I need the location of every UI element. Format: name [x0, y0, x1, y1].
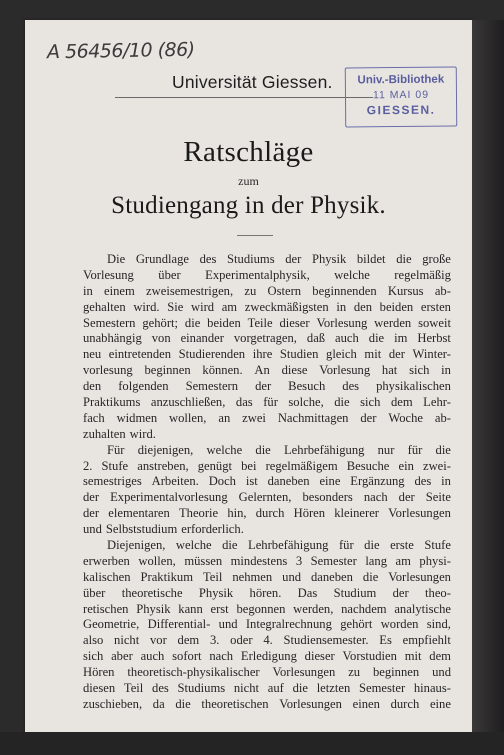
word: die — [184, 315, 201, 330]
word: nach — [209, 649, 234, 664]
word: aber — [111, 649, 133, 664]
word: Lehr- — [423, 395, 451, 410]
word: Praktikum — [140, 569, 193, 584]
word: mit — [404, 649, 422, 664]
word: des — [414, 474, 432, 489]
text-line — [83, 347, 451, 363]
word: eine — [429, 696, 451, 711]
word: der — [398, 490, 415, 505]
word: Physik — [198, 585, 234, 600]
word: kalischen — [83, 569, 131, 584]
word: erforderlich. — [181, 522, 244, 537]
text-line — [83, 411, 451, 427]
word: beginnenden — [312, 283, 377, 298]
word: Kursus — [387, 283, 424, 298]
word: letzten — [316, 681, 351, 696]
word: Experimentalphysik, — [205, 267, 310, 282]
text-line — [83, 300, 451, 316]
word: welche — [175, 538, 212, 553]
word: einem — [104, 283, 135, 298]
word: Semester — [358, 681, 406, 696]
word: die — [255, 442, 271, 457]
word: mindestens — [230, 553, 288, 568]
word: in — [336, 299, 347, 314]
word: Vorlesungen — [279, 696, 342, 711]
word: das — [235, 395, 253, 410]
word: können. — [202, 363, 243, 378]
word: Besuch — [288, 379, 326, 394]
stamp-date: 11 MAI 09 — [372, 88, 430, 102]
word: nur — [377, 442, 395, 457]
word: und — [432, 665, 451, 680]
word: Stufe — [424, 538, 451, 553]
word: Es — [379, 633, 392, 648]
text-line — [83, 395, 451, 411]
word: Sie — [167, 299, 184, 314]
word: zwei — [242, 410, 266, 425]
word: der — [255, 379, 272, 394]
word: an — [218, 410, 231, 425]
word: Teil — [123, 681, 144, 696]
text-line — [83, 665, 451, 681]
word: von — [151, 331, 171, 346]
word: kleinerer — [334, 506, 379, 521]
word: daß — [306, 331, 326, 346]
text-line — [83, 252, 451, 268]
word: Studiums — [177, 681, 226, 696]
word: die — [435, 442, 451, 457]
word: Geometrie, — [83, 617, 140, 632]
word: mit — [364, 347, 382, 362]
word: vorlesung — [83, 363, 133, 378]
word: Studiensemester. — [283, 633, 369, 648]
word: dem — [429, 649, 451, 664]
word: Praktikums — [83, 395, 141, 410]
header-rule — [115, 97, 373, 98]
word: zuhalten — [83, 426, 126, 441]
text-line — [83, 427, 451, 443]
word: eine — [319, 474, 341, 489]
word: die — [175, 696, 191, 711]
text-line — [83, 459, 451, 475]
word: theoretische — [121, 585, 183, 600]
word: und — [218, 617, 238, 632]
word: Ostern — [267, 283, 302, 298]
word: Doch — [208, 474, 236, 489]
word: worden — [380, 617, 419, 632]
word: Ergänzung — [350, 474, 405, 489]
word: über — [158, 267, 181, 282]
word: wird — [190, 299, 215, 314]
word: den — [353, 299, 372, 314]
word: wollen, — [138, 553, 176, 568]
text-line — [83, 379, 451, 395]
word: ersten — [420, 299, 451, 314]
word: Studien — [279, 347, 319, 362]
university-header: Universität Giessen. — [172, 72, 333, 92]
word: der — [83, 490, 100, 505]
text-line — [83, 506, 451, 522]
title-divider — [237, 235, 273, 236]
word: Teil — [202, 569, 223, 584]
text-line — [83, 617, 451, 633]
word: wollen, — [169, 410, 207, 425]
word: Für — [107, 442, 125, 457]
word: und — [83, 522, 102, 537]
document-subtitle: Studiengang in der Physik. — [111, 192, 386, 219]
word: in — [441, 474, 451, 489]
word: Studierenden — [178, 347, 246, 362]
word: die — [396, 252, 412, 266]
word: nicht — [114, 633, 140, 648]
word: Besuche — [346, 458, 390, 473]
word: lang — [365, 553, 387, 568]
word: also — [83, 633, 104, 648]
word: eintretenden — [108, 347, 172, 362]
word: die — [368, 331, 385, 346]
word: zu — [348, 665, 361, 680]
word: Vorlesungen — [388, 569, 451, 584]
word: welche — [334, 267, 370, 282]
text-line — [83, 474, 451, 490]
word: 3 — [295, 553, 303, 568]
word: hören. — [249, 585, 282, 600]
word: sich — [360, 395, 381, 410]
word: müssen — [184, 553, 223, 568]
word: An — [254, 363, 270, 378]
word: physikalischen — [376, 379, 451, 394]
word: die — [292, 681, 308, 696]
word: anzuschließen, — [150, 395, 226, 410]
word: Herbst — [417, 331, 451, 346]
word: Physik — [136, 601, 171, 616]
word: der — [388, 347, 405, 362]
handwritten-shelfmark: A 56456/10 (86) — [46, 38, 195, 64]
word: neu — [83, 347, 102, 362]
word: Vorlesung — [83, 267, 134, 282]
word: oder — [230, 633, 253, 648]
word: ab- — [434, 283, 451, 298]
text-line — [83, 522, 451, 538]
word: werden, — [293, 601, 334, 616]
word: Semestern — [185, 379, 239, 394]
word: ist — [245, 474, 258, 489]
word: beginnen — [144, 363, 191, 378]
word: die — [362, 569, 379, 584]
word: des — [152, 681, 169, 696]
word: sich — [409, 363, 430, 378]
word: physi- — [419, 553, 451, 568]
word: bei — [241, 458, 257, 473]
word: große — [422, 252, 451, 266]
word: vorgetragen, — [233, 331, 297, 346]
word: auch — [335, 331, 359, 346]
word: Seite — [425, 490, 451, 505]
word: den — [83, 379, 102, 394]
word: genügt — [197, 458, 233, 473]
word: dieser — [279, 315, 310, 330]
word: Winter- — [412, 347, 451, 362]
word: beiden — [379, 299, 414, 314]
word: des — [199, 252, 217, 266]
word: hinaus- — [413, 681, 451, 696]
word: semestriges — [83, 474, 142, 489]
stamp-line-3: GIESSEN. — [366, 102, 436, 118]
word: für — [407, 442, 423, 457]
word: Gelernten, — [238, 490, 292, 505]
word: Woche — [388, 410, 423, 425]
word: welche — [206, 442, 243, 457]
word: sofort — [172, 649, 202, 664]
word: dieser — [304, 649, 335, 664]
text-line — [83, 633, 451, 649]
word: zwei- — [422, 458, 451, 473]
word: am — [221, 299, 238, 314]
word: sind, — [426, 617, 451, 632]
text-line — [83, 554, 451, 570]
word: durch — [255, 506, 285, 521]
word: theoretischen — [201, 696, 269, 711]
word: unabhängig — [83, 331, 142, 346]
word: analytische — [394, 601, 451, 616]
text-line — [83, 649, 451, 665]
word: zweisemestrigen, — [146, 283, 234, 298]
word: diese — [281, 363, 308, 378]
word: kann — [178, 601, 203, 616]
word: Vorlesung — [316, 315, 368, 330]
text-line — [83, 331, 451, 347]
word: Integralrechnung — [245, 617, 332, 632]
word: erst — [210, 601, 229, 616]
word: Differential- — [147, 617, 211, 632]
word: da — [152, 696, 165, 711]
word: im — [394, 331, 408, 346]
word: anstreben, — [137, 458, 189, 473]
word: nicht — [233, 681, 260, 696]
word: regelmäßig — [394, 267, 451, 282]
word: fach — [83, 410, 105, 425]
scan-edge-bottom — [0, 732, 504, 755]
word: dem — [390, 395, 413, 410]
text-line — [83, 538, 451, 554]
word: besonders — [302, 490, 353, 505]
word: der — [360, 410, 377, 425]
word: empfiehlt — [402, 633, 451, 648]
word: in — [83, 283, 93, 298]
word: daneben — [310, 569, 353, 584]
word: Nachmittagen — [277, 410, 349, 425]
word: diesen — [83, 681, 116, 696]
word: regelmäßigem — [265, 458, 338, 473]
word: nehmen — [232, 569, 273, 584]
word: zu — [244, 283, 257, 298]
text-line — [83, 316, 451, 332]
word: der — [83, 506, 100, 521]
word: und — [282, 569, 302, 584]
word: der — [285, 252, 302, 266]
word: Lehrbefähigung — [248, 538, 329, 553]
word: begonnen — [236, 601, 286, 616]
body-text — [83, 252, 451, 713]
word: in — [441, 363, 451, 378]
word: wird. — [129, 426, 156, 441]
word: der — [392, 585, 409, 600]
word: zuschieben, — [83, 696, 143, 711]
text-line — [83, 681, 451, 697]
word: gehört — [340, 617, 373, 632]
text-line — [83, 570, 451, 586]
text-line — [83, 602, 451, 618]
word: einen — [352, 696, 380, 711]
word: Stufe — [101, 458, 129, 473]
scan-edge-right — [472, 20, 504, 755]
word: solche, — [288, 395, 324, 410]
word: vor — [149, 633, 167, 648]
stamp-line-1: Univ.-Bibliothek — [357, 73, 445, 87]
word: ab- — [434, 410, 451, 425]
text-line — [83, 284, 451, 300]
library-stamp — [345, 67, 458, 128]
word: Arbeiten. — [151, 474, 199, 489]
word: bildet — [356, 252, 386, 266]
word: Hören — [83, 665, 115, 680]
word: werden — [374, 315, 412, 330]
word: die — [364, 538, 380, 553]
text-line — [83, 697, 451, 713]
word: 2. — [83, 458, 93, 473]
text-line — [83, 363, 451, 379]
text-line — [83, 268, 451, 284]
word: gehalten — [83, 299, 126, 314]
word: Vorstudien — [342, 649, 397, 664]
word: einander — [180, 331, 224, 346]
document-title: Ratschläge — [183, 136, 314, 168]
word: Physik — [311, 252, 347, 266]
word: hin, — [227, 506, 247, 521]
word: Grundlage — [135, 252, 189, 266]
word: gehört; — [142, 315, 179, 330]
word: beginnen — [373, 665, 420, 680]
word: diejenigen, — [137, 442, 194, 457]
word: Teile — [247, 315, 273, 330]
word: nachdem — [341, 601, 387, 616]
word: 3. — [209, 633, 220, 648]
word: Semestern — [83, 315, 136, 330]
document-page — [25, 20, 472, 732]
word: die — [222, 538, 238, 553]
word: ihre — [252, 347, 273, 362]
word: durch — [390, 696, 420, 711]
word: am — [395, 553, 411, 568]
word: Vorlesung — [319, 363, 371, 378]
word: sich — [83, 649, 104, 664]
word: folgenden — [118, 379, 169, 394]
word: 4. — [263, 633, 273, 648]
word: Studium — [333, 585, 377, 600]
word: retischen — [83, 601, 129, 616]
word: Vorlesungen — [388, 506, 451, 521]
word: Theorie — [178, 506, 219, 521]
word: Experimentalvorlesung — [110, 490, 228, 505]
word: erste — [390, 538, 414, 553]
word: Erledigung — [240, 649, 297, 664]
word: über — [83, 585, 106, 600]
text-line — [83, 586, 451, 602]
word: nach — [363, 490, 388, 505]
word: Die — [107, 252, 126, 266]
word: auf — [267, 681, 284, 696]
word: theo- — [425, 585, 451, 600]
word: Lehrbefähigung — [283, 442, 365, 457]
word: elementaren — [108, 506, 170, 521]
word: erwerben — [83, 553, 130, 568]
word: auch — [140, 649, 165, 664]
word: für — [263, 395, 278, 410]
word: Studiums — [227, 252, 275, 266]
word: daneben — [267, 474, 310, 489]
word: zweckmäßigsten — [244, 299, 329, 314]
text-line — [83, 490, 451, 506]
word: Diejenigen, — [107, 538, 166, 553]
word: Hören — [293, 506, 326, 521]
word: soweit — [418, 315, 451, 330]
word: beiden — [207, 315, 241, 330]
title-connector: zum — [238, 174, 259, 188]
text-line — [83, 443, 451, 459]
word: Vorlesungen — [272, 665, 336, 680]
word: theoretisch-physikalischer — [127, 665, 260, 680]
word: für — [338, 538, 354, 553]
word: gleich — [326, 347, 357, 362]
word: dem — [177, 633, 200, 648]
word: wird. — [133, 299, 160, 314]
word: widmen — [116, 410, 158, 425]
word: die — [334, 395, 350, 410]
word: des — [342, 379, 360, 394]
word: Das — [297, 585, 318, 600]
word: Selbststudium — [105, 522, 178, 537]
word: ein — [398, 458, 414, 473]
word: Semester — [310, 553, 357, 568]
word: hat — [381, 363, 398, 378]
